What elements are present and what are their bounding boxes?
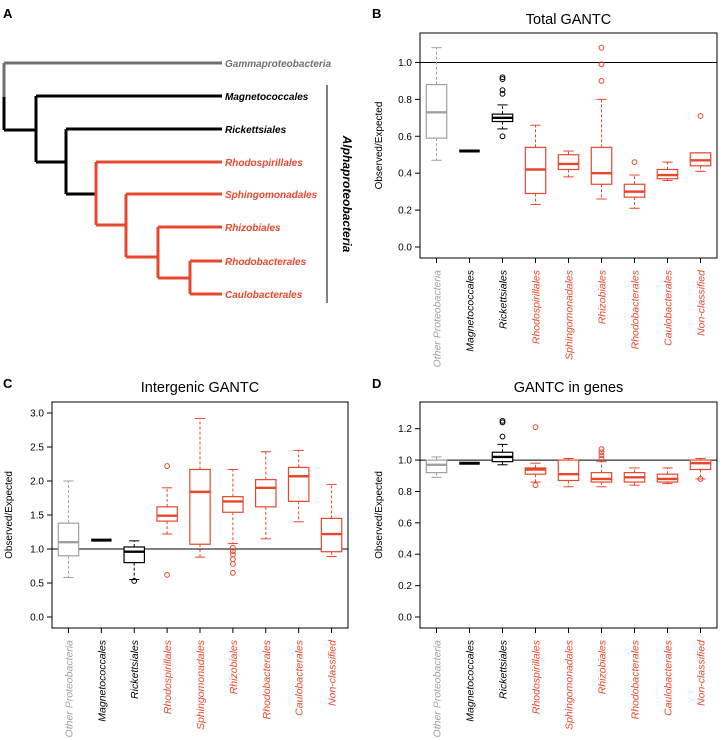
category-label: Rhodospirillales (162, 640, 175, 715)
y-tick-label: 1.2 (398, 424, 412, 436)
category-label: Caulobacterales (662, 640, 675, 716)
outlier-point (230, 557, 235, 562)
outlier-point (599, 447, 604, 452)
category-label: Other Proteobacteria (431, 640, 444, 738)
category-label: Rickettsiales (497, 640, 510, 699)
category-label: Rhodospirillales (530, 270, 543, 345)
category-label: Sphingomonadales (195, 640, 207, 730)
category-label: Sphingomonadales (563, 270, 576, 360)
taxon-label-rhodobacterales: Rhodobacterales (225, 257, 307, 268)
y-tick-label: 0.6 (398, 518, 412, 530)
outlier-point (599, 79, 604, 84)
box-iqr (558, 460, 578, 480)
plot-frame (420, 402, 717, 628)
taxon-label-rhodospirillales: Rhodospirillales (225, 158, 303, 169)
outlier-point (500, 434, 505, 439)
chart-intergenic-gantc (4, 380, 348, 737)
category-label: Non-classified (326, 640, 339, 706)
outlier-point (500, 134, 505, 139)
outlier-point (632, 160, 637, 165)
y-tick-label: 2.5 (30, 442, 44, 454)
y-tick-label: 2.0 (30, 476, 44, 488)
y-tick-label: 0.2 (398, 205, 412, 217)
y-tick-label: 0.6 (398, 131, 412, 143)
chart-gantc-in-genes (374, 380, 717, 737)
y-tick-label: 1.0 (30, 544, 44, 556)
outlier-point (165, 572, 170, 577)
box-iqr (190, 469, 210, 544)
category-label: Rhodobacterales (260, 640, 273, 720)
y-axis-label: Observed/Expected (4, 471, 15, 559)
category-label: Magnetococcales (464, 640, 477, 722)
category-label: Rhodospirillales (530, 640, 543, 715)
outlier-point (599, 45, 604, 50)
category-label: Caulobacterales (293, 640, 306, 716)
taxon-label-rickettsiales: Rickettsiales (225, 125, 287, 136)
box-iqr (591, 147, 611, 184)
y-axis-label: Observed/Expected (374, 101, 385, 190)
box-iqr (58, 523, 78, 556)
category-label: Rhizobiales (596, 640, 609, 695)
outlier-point (230, 562, 235, 567)
chart-title: Total GANTC (525, 12, 612, 28)
category-label: Non-classified (695, 270, 708, 336)
category-label: Caulobacterales (662, 270, 675, 346)
box-iqr (157, 507, 177, 521)
y-tick-label: 0.0 (398, 242, 412, 254)
outlier-point (533, 425, 538, 430)
category-label: Rhizobiales (227, 640, 240, 695)
panel-letter-b: B (372, 6, 382, 21)
chart-total-gantc (374, 12, 717, 367)
chart-title: GANTC in genes (513, 380, 624, 396)
taxon-label-gammaproteobacteria: Gammaproteobacteria (225, 59, 332, 70)
category-label: Other Proteobacteria (431, 270, 444, 368)
taxon-label-rhizobiales: Rhizobiales (225, 223, 281, 234)
y-tick-label: 0.4 (398, 168, 412, 180)
category-label: Magnetococcales (96, 640, 109, 722)
box-iqr (591, 473, 611, 482)
box-iqr (288, 467, 308, 501)
outlier-point (533, 483, 538, 488)
y-tick-label: 0.5 (30, 578, 44, 590)
y-tick-label: 0.0 (398, 612, 412, 624)
taxon-label-sphingomonadales: Sphingomonadales (225, 190, 318, 201)
category-label: Rhodobacterales (629, 270, 642, 350)
box-iqr (124, 547, 144, 563)
category-label: Magnetococcales (464, 270, 477, 352)
taxon-label-caulobacterales: Caulobacterales (225, 290, 303, 301)
box-iqr (256, 480, 276, 507)
category-label: Rhizobiales (596, 270, 609, 325)
taxon-label-magnetococcales: Magnetococcales (225, 92, 309, 103)
y-tick-label: 0.8 (398, 94, 412, 106)
box-iqr (426, 460, 446, 473)
y-tick-label: 0.4 (398, 549, 412, 561)
y-tick-label: 1.0 (398, 455, 412, 467)
panel-letter-d: D (372, 376, 382, 391)
box-iqr (223, 497, 243, 513)
chart-title: Intergenic GANTC (140, 380, 260, 396)
category-label: Non-classified (695, 640, 708, 706)
y-tick-label: 0.0 (30, 612, 44, 624)
outlier-point (165, 464, 170, 469)
outlier-point (230, 570, 235, 575)
clade-label-alphaproteobacteria: Alphaproteobacteria (340, 135, 354, 253)
category-label: Rickettsiales (129, 640, 142, 699)
y-axis-label: Observed/Expected (374, 471, 385, 559)
y-tick-label: 0.8 (398, 486, 412, 498)
category-label: Other Proteobacteria (63, 640, 76, 738)
outlier-point (698, 114, 703, 119)
category-label: Rhodobacterales (629, 640, 642, 720)
category-label: Sphingomonadales (563, 640, 576, 730)
y-tick-label: 1.0 (398, 57, 412, 69)
panel-letter-a: A (3, 6, 13, 21)
category-label: Rickettsiales (497, 270, 510, 329)
y-tick-label: 1.5 (30, 510, 44, 522)
panel-letter-c: C (3, 376, 13, 391)
plot-frame (420, 33, 717, 258)
y-tick-label: 0.2 (398, 581, 412, 593)
box-iqr (690, 460, 710, 469)
phylogenetic-tree (4, 59, 354, 303)
y-tick-label: 3.0 (30, 408, 44, 420)
box-iqr (558, 155, 578, 170)
